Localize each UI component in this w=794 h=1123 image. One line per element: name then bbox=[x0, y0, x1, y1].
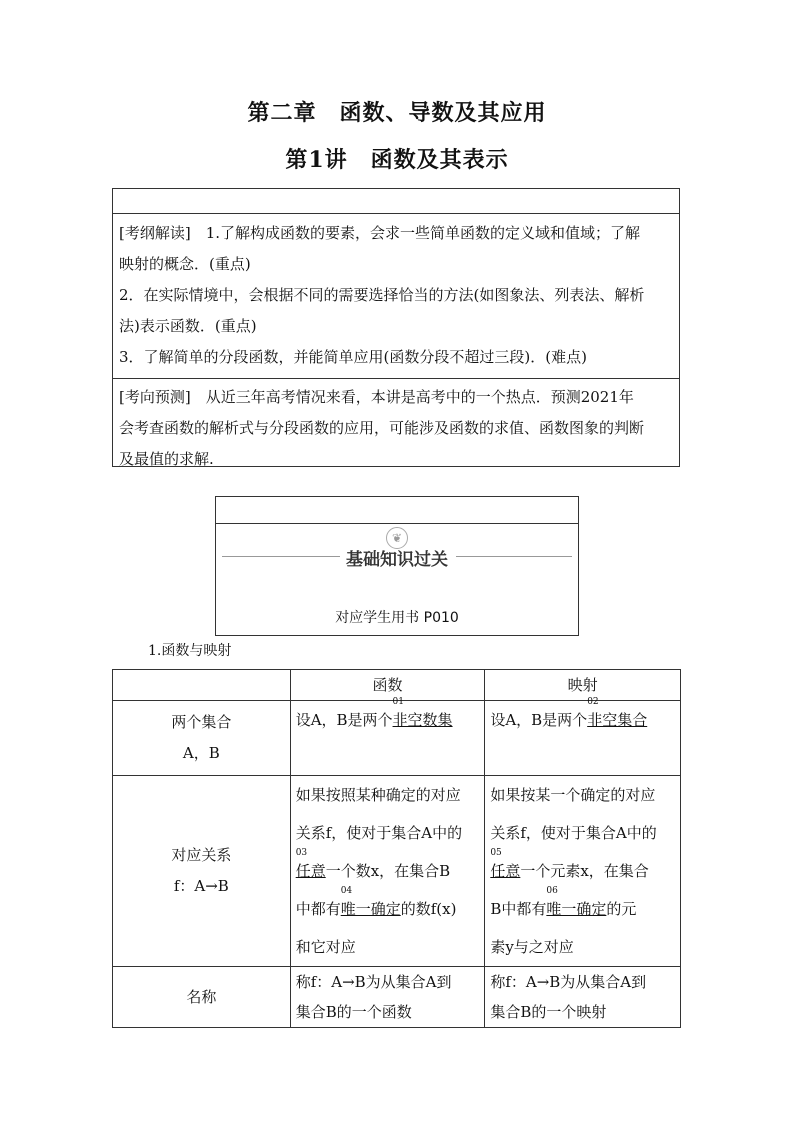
lecture-title: 第1讲 函数及其表示 bbox=[285, 147, 509, 173]
outline-line: 法)表示函数．(重点) bbox=[119, 317, 257, 335]
answer-blank: 05 任意 bbox=[490, 848, 521, 880]
section-banner bbox=[215, 496, 579, 636]
table-row bbox=[113, 776, 681, 967]
prediction-line: [考向预测] 从近三年高考情况来看，本讲是高考中的一个热点．预测2021年 bbox=[119, 388, 634, 406]
sub-heading: 1.函数与映射 bbox=[148, 643, 232, 659]
table-row bbox=[113, 701, 681, 776]
leaf-icon: ❦ bbox=[386, 527, 408, 549]
mapping-cell: 设A，B是两个 02 非空集合 bbox=[485, 701, 681, 776]
mapping-cell: 称f：A→B为从集合A到 集合B的一个映射 bbox=[485, 967, 681, 1028]
function-cell: 称f：A→B为从集合A到 集合B的一个函数 bbox=[290, 967, 485, 1028]
book-reference: 对应学生用书 P010 bbox=[335, 610, 459, 626]
table-row bbox=[113, 967, 681, 1028]
exam-outline-box bbox=[112, 188, 680, 467]
answer-blank: 06 唯一确定 bbox=[546, 886, 607, 918]
outline-line: 映射的概念．(重点) bbox=[119, 255, 251, 273]
prediction-line: 会考查函数的解析式与分段函数的应用，可能涉及函数的求值、函数图象的判断 bbox=[119, 419, 645, 437]
row-label: 名称 bbox=[113, 967, 291, 1028]
outline-line: 2．在实际情境中，会根据不同的需要选择恰当的方法(如图象法、列表法、解析 bbox=[119, 286, 645, 304]
header-cell: 函数 bbox=[290, 670, 485, 701]
mapping-cell: 如果按某一个确定的对应 关系f，使对于集合A中的 05 任意一个元素x，在集合 B中都有 06 唯一确定的元 素y与之对应 bbox=[485, 776, 681, 967]
function-cell: 设A，B是两个 01 非空数集 bbox=[290, 701, 485, 776]
outline-header-strip bbox=[113, 189, 679, 214]
banner-strip bbox=[216, 497, 578, 524]
answer-blank: 01 非空数集 bbox=[392, 697, 453, 729]
table-header-row bbox=[113, 670, 681, 701]
outline-line: [考纲解读] 1.了解构成函数的要素，会求一些简单函数的定义域和值域；了解 bbox=[119, 224, 641, 242]
answer-blank: 04 唯一确定 bbox=[340, 886, 401, 918]
row-label: 对应关系 f：A→B bbox=[113, 776, 291, 967]
header-cell: 映射 bbox=[485, 670, 681, 701]
function-cell: 如果按照某种确定的对应 关系f，使对于集合A中的 03 任意一个数x，在集合B 中都有 04 唯一确定的数f(x) 和它对应 bbox=[290, 776, 485, 967]
section-title: 基础知识过关 bbox=[346, 550, 448, 570]
outline-line: 3．了解简单的分段函数，并能简单应用(函数分段不超过三段)．(难点) bbox=[119, 348, 587, 366]
function-mapping-table bbox=[112, 669, 681, 1028]
chapter-title: 第二章 函数、导数及其应用 bbox=[247, 100, 547, 126]
answer-blank: 02 非空集合 bbox=[587, 697, 648, 729]
header-cell bbox=[113, 670, 291, 701]
outline-prediction bbox=[113, 379, 679, 475]
outline-requirements bbox=[113, 214, 679, 379]
row-label: 两个集合 A，B bbox=[113, 701, 291, 776]
answer-blank: 03 任意 bbox=[295, 848, 326, 880]
prediction-line: 及最值的求解. bbox=[119, 450, 214, 468]
